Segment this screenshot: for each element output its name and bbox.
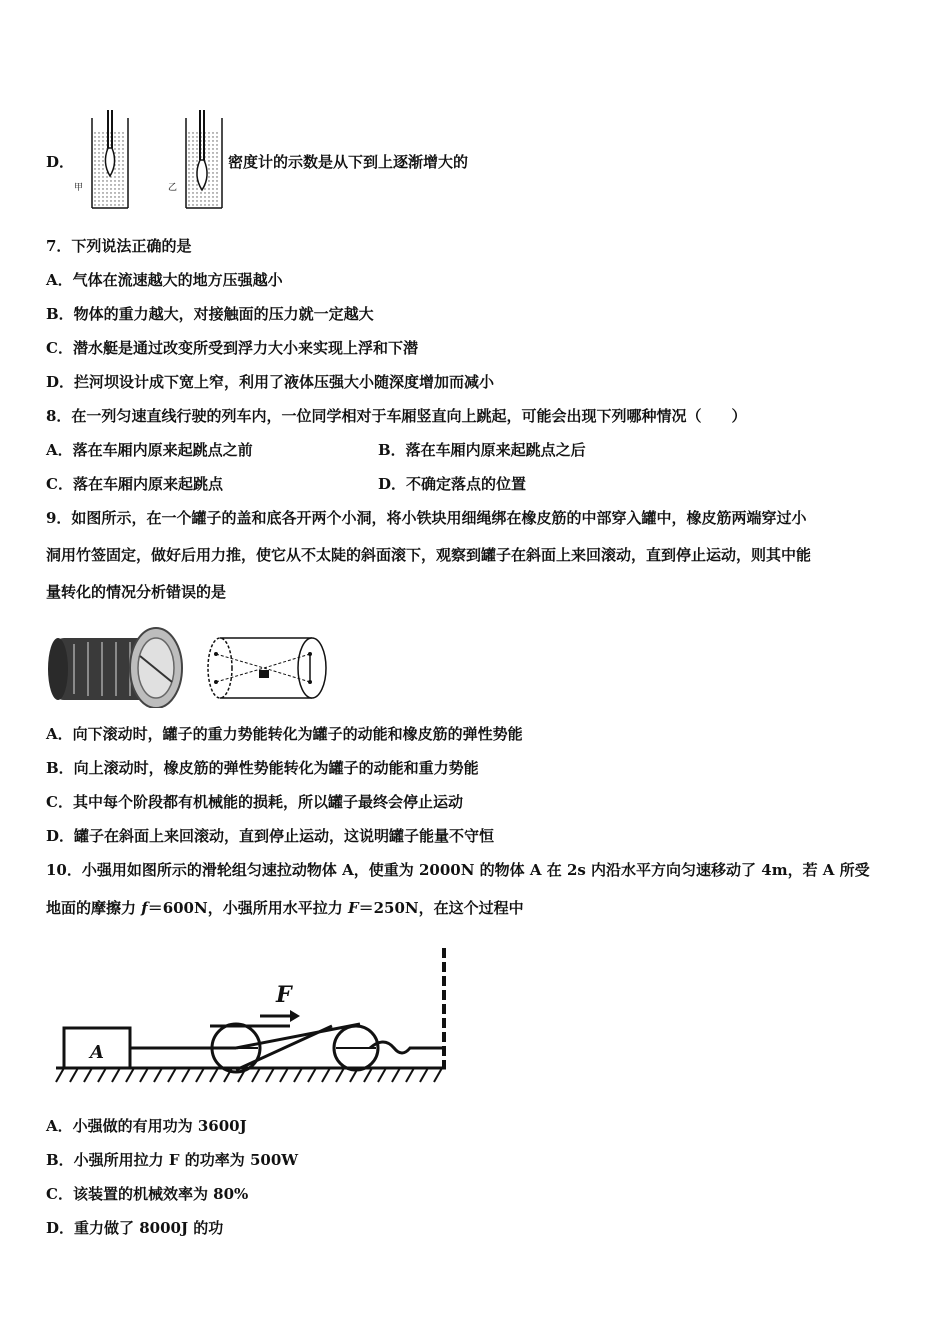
q6-beaker-left-figure — [82, 108, 132, 212]
q9-option-a: A．向下滚动时，罐子的重力势能转化为罐子的动能和橡皮筋的弹性势能 — [46, 725, 523, 743]
q10-figure-force-label: F — [276, 982, 292, 1008]
q8-option-b: B．落在车厢内原来起跳点之后 — [378, 441, 586, 459]
q6-beaker-right-tag: 乙 — [168, 183, 178, 193]
q10-stem-line-2 — [46, 898, 524, 918]
q6-beaker-left-tag: 甲 — [74, 183, 84, 193]
q8-stem: 8．在一列匀速直线行驶的列车内，一位同学相对于车厢竖直向上跳起，可能会出现下列哪种情况（ ） — [46, 407, 747, 425]
q10-option-a: A．小强做的有用功为 3600J — [46, 1117, 247, 1135]
q9-stem-line-1: 9．如图所示，在一个罐子的盖和底各开两个小洞，将小铁块用细绳绑在橡皮筋的中部穿入罐中，橡皮筋两端穿过小 — [46, 509, 807, 527]
q7-option-c: C．潜水艇是通过改变所受到浮力大小来实现上浮和下潜 — [46, 339, 418, 357]
q7-option-b: B．物体的重力越大，对接触面的压力就一定越大 — [46, 305, 374, 323]
q9-stem-line-2: 洞用竹签固定，做好后用力推，使它从不太陡的斜面滚下，观察到罐子在斜面上来回滚动，直到停止运动，则其中能 — [46, 546, 812, 564]
q9-can-diagram — [202, 632, 332, 704]
q10-option-c: C．该装置的机械效率为 80% — [46, 1185, 249, 1203]
q10-option-b: B．小强所用拉力 F 的功率为 500W — [46, 1151, 299, 1169]
q10-stem-part-c: ＝250N，在这个过程中 — [358, 899, 524, 917]
q10-stem-part-b: ＝600N，小强所用水平拉力 — [147, 899, 348, 917]
q10-friction-symbol: f — [141, 899, 148, 917]
q9-option-b: B．向上滚动时，橡皮筋的弹性势能转化为罐子的动能和重力势能 — [46, 759, 479, 777]
q9-can-photo — [44, 616, 188, 708]
q10-force-symbol: F — [347, 899, 359, 917]
q7-stem: 7．下列说法正确的是 — [46, 237, 192, 255]
q10-option-d: D．重力做了 8000J 的功 — [46, 1219, 224, 1237]
q10-stem-line-1: 10．小强用如图所示的滑轮组匀速拉动物体 A，使重为 2000N 的物体 A 在 2s 内沿水平方向匀速移动了 4m，若 A 所受 — [46, 861, 870, 879]
q6-option-d-label: D． — [46, 153, 75, 171]
q9-stem-line-3: 量转化的情况分析错误的是 — [46, 583, 227, 601]
q8-option-d: D．不确定落点的位置 — [378, 475, 527, 493]
q10-pulley-figure — [50, 944, 460, 1092]
q6-option-d-text: 密度计的示数是从下到上逐渐增大的 — [228, 153, 469, 171]
q7-option-d: D．拦河坝设计成下宽上窄，利用了液体压强大小随深度增加而减小 — [46, 373, 495, 391]
q10-figure-block-label: A — [90, 1042, 104, 1063]
q8-option-a: A．落在车厢内原来起跳点之前 — [46, 441, 253, 459]
q6-beaker-right-figure — [176, 108, 226, 212]
q8-option-c: C．落在车厢内原来起跳点 — [46, 475, 223, 493]
q7-option-a: A．气体在流速越大的地方压强越小 — [46, 271, 283, 289]
q9-option-d: D．罐子在斜面上来回滚动，直到停止运动，这说明罐子能量不守恒 — [46, 827, 495, 845]
q10-stem-part-a: 地面的摩擦力 — [46, 899, 142, 917]
q9-option-c: C．其中每个阶段都有机械能的损耗，所以罐子最终会停止运动 — [46, 793, 463, 811]
